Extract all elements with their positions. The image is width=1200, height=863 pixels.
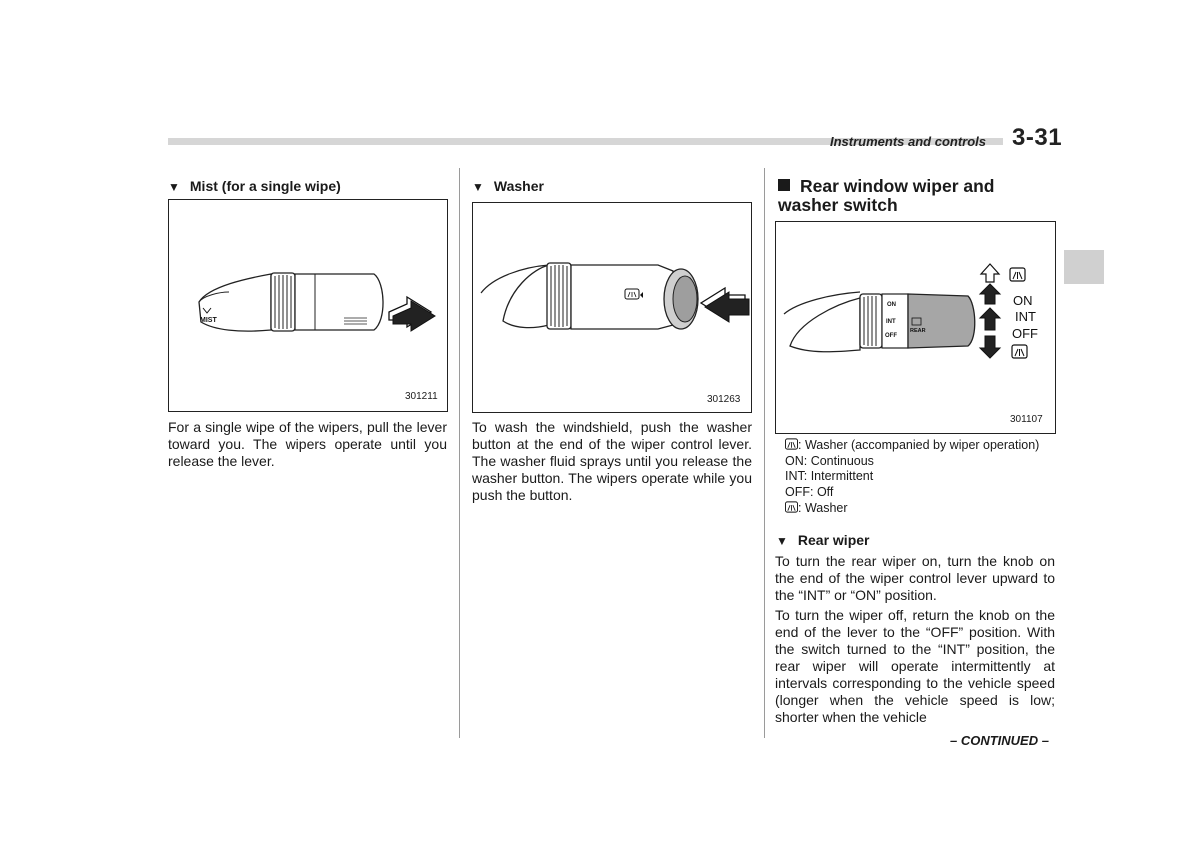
washer-lever-illustration (473, 203, 751, 412)
continued-marker: – CONTINUED – (950, 733, 1049, 748)
legend-row (785, 438, 1060, 454)
legend-row (785, 469, 1060, 485)
legend-text: : Washer (accompanied by wiper operation) (798, 438, 1040, 452)
mist-paragraph: For a single wipe of the wipers, pull the lever toward you. The wipers operate until you release the lever. (168, 419, 447, 469)
position-label-int: INT (1015, 309, 1036, 324)
rear-wiper-subheading-text: Rear wiper (797, 532, 870, 548)
legend-text: ON: Continuous (785, 453, 874, 468)
washer-icon (1010, 268, 1025, 281)
legend-row (785, 485, 1060, 501)
mist-heading (168, 178, 341, 194)
square-bullet-icon (778, 179, 790, 191)
rear-wiper-paragraph-2: To turn the wiper off, return the knob on the end of the lever to the “OFF” position. With the switch turned to the “INT” position, the rear wiper will operate intermittently at intervals corresponding to the vehicle speed (longer when the vehicle speed is low; shorter when the vehicle (775, 607, 1055, 725)
mist-description (168, 419, 447, 470)
up-arrow-icon (981, 264, 999, 282)
washer-figure (472, 202, 752, 413)
knob-label-int: INT (886, 319, 896, 325)
triangle-bullet-icon: ▼ (776, 534, 788, 548)
figure-code: 301211 (405, 391, 438, 402)
page-number: 3-31 (1012, 124, 1063, 151)
position-legend (785, 438, 1060, 517)
mist-heading-text: Mist (for a single wipe) (189, 178, 341, 194)
position-label-off: OFF (1012, 326, 1038, 341)
legend-text: INT: Intermittent (785, 469, 874, 484)
washer-description (472, 419, 752, 504)
washer-heading (472, 178, 544, 194)
mist-lever-label: MIST (200, 317, 217, 324)
washer-heading-text: Washer (493, 178, 544, 194)
washer-icon (785, 438, 798, 450)
rear-wiper-description (775, 553, 1055, 726)
up-arrow-icon (980, 284, 1000, 304)
rear-wiper-heading-text: Rear window wiper and washer switch (778, 176, 995, 215)
legend-text: OFF: Off (785, 485, 834, 500)
rear-wiper-paragraph-1: To turn the rear wiper on, turn the knob on the end of the wiper control lever upward to the “INT” or “ON” position. (775, 553, 1055, 603)
legend-row (785, 454, 1060, 470)
figure-code: 301263 (707, 394, 741, 405)
up-arrow-icon (980, 308, 1000, 330)
rear-wiper-section-heading (778, 177, 1048, 215)
position-label-on: ON (1013, 293, 1033, 308)
mist-figure (168, 199, 448, 412)
legend-text: : Washer (798, 500, 848, 515)
thumb-index-tab (1064, 250, 1104, 284)
rear-wiper-lever-illustration (776, 222, 1055, 433)
legend-row (785, 501, 1060, 517)
down-arrow-icon (980, 336, 1000, 358)
triangle-bullet-icon: ▼ (168, 180, 180, 194)
rear-wiper-figure (775, 221, 1056, 434)
column-divider (764, 168, 765, 738)
washer-icon (785, 501, 798, 513)
column-divider (459, 168, 460, 738)
washer-icon (1012, 345, 1027, 358)
knob-label-rear: REAR (910, 328, 926, 334)
mist-lever-illustration (169, 200, 447, 411)
pull-arrow-icon (393, 301, 435, 331)
triangle-bullet-icon: ▼ (472, 180, 484, 194)
knob-label-on: ON (887, 302, 896, 308)
knob-label-off: OFF (885, 333, 897, 339)
figure-code: 301107 (1010, 414, 1043, 425)
rear-wiper-subheading (776, 532, 869, 548)
washer-paragraph: To wash the windshield, push the washer button at the end of the wiper control lever. The washer fluid sprays until you release the washer button. The wipers operate while you push the button. (472, 419, 752, 503)
section-title: Instruments and controls (830, 134, 987, 149)
